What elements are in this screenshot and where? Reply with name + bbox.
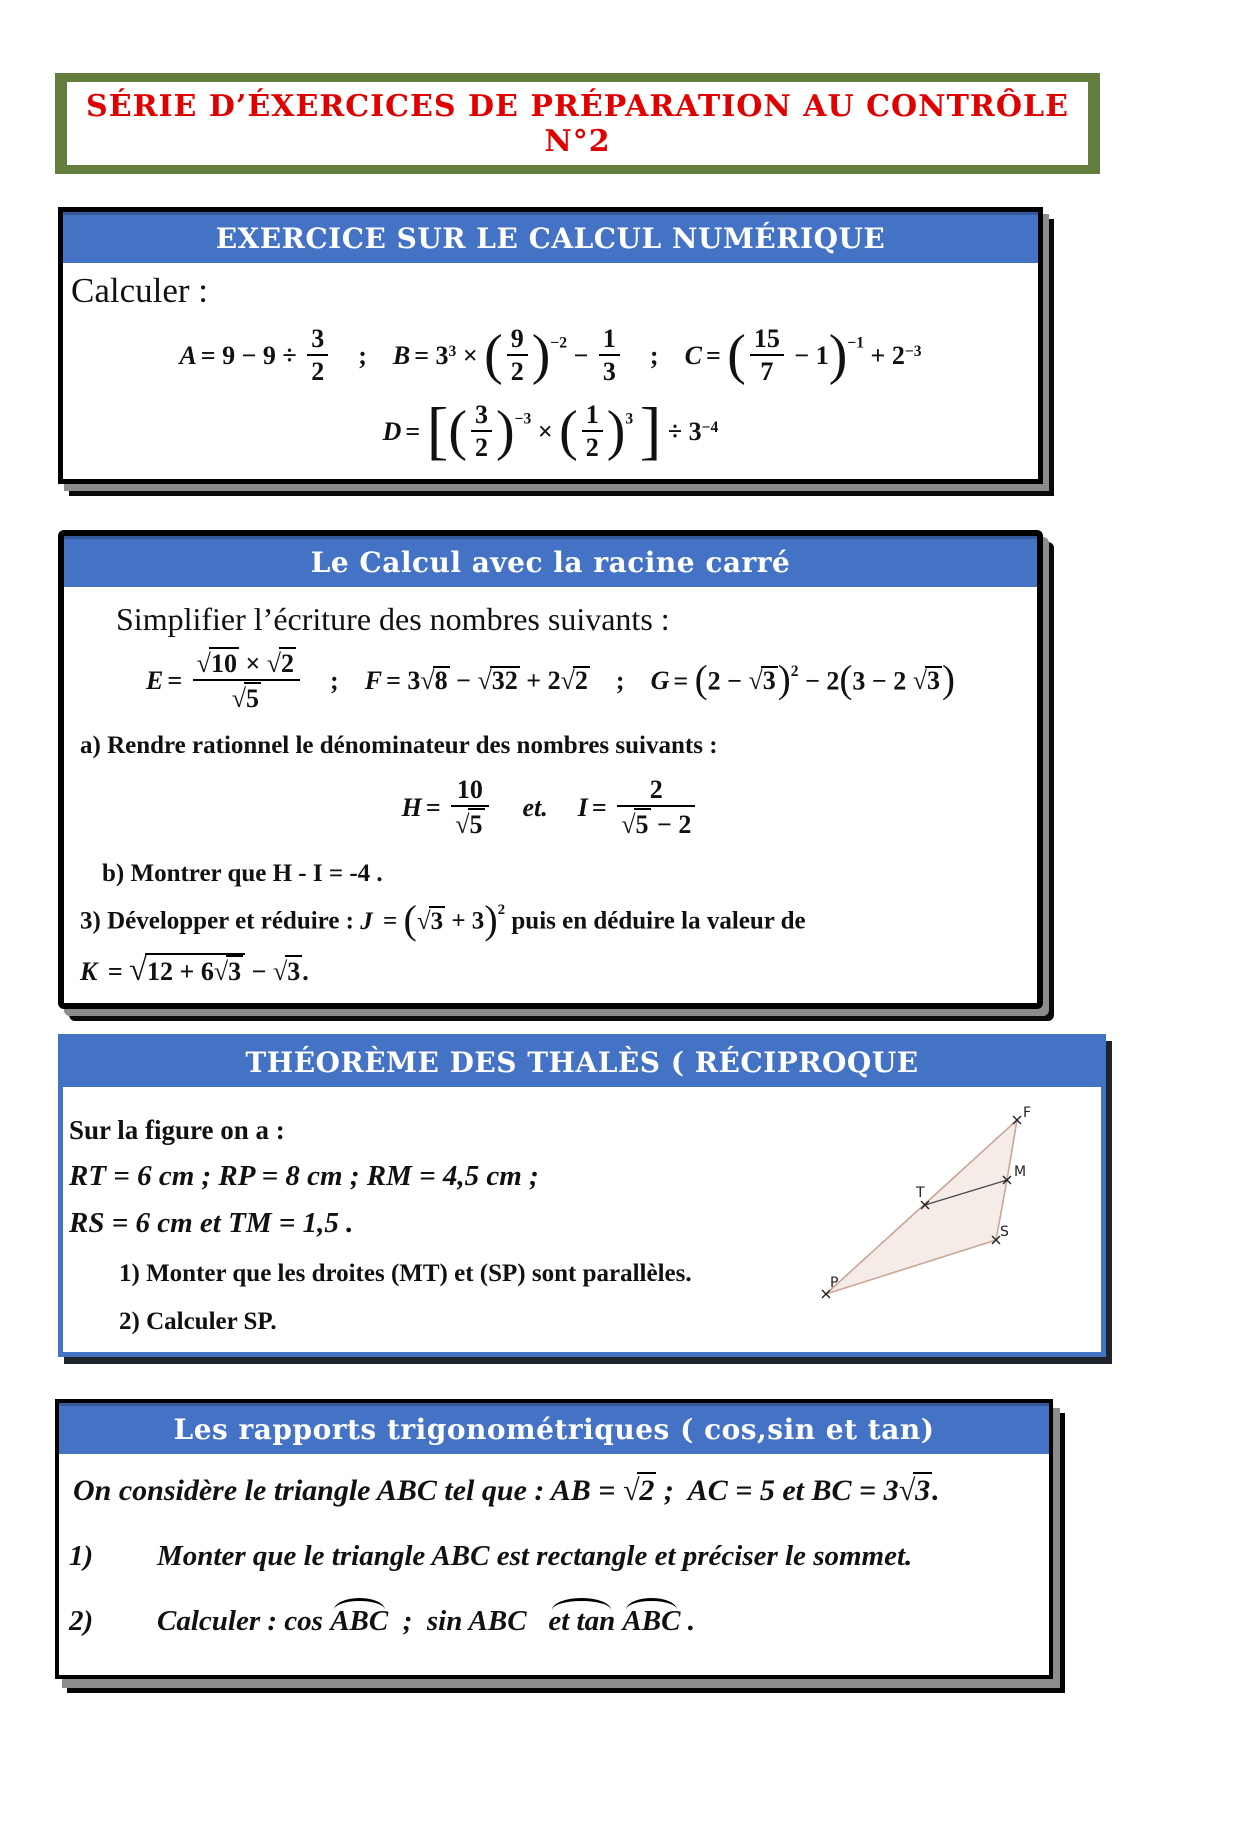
- fraction: $\frac{3}{2}$: [307, 324, 328, 386]
- page-title: SÉRIE D’ÉXERCICES DE PRÉPARATION AU CONTRÔLE N°2: [86, 89, 1069, 159]
- et-text: et.: [522, 793, 548, 823]
- formula-E: E = $\frac{√10 \times √2}{√5}$: [146, 650, 304, 716]
- separator: ;: [649, 341, 659, 371]
- point-label-P: P: [830, 1274, 839, 1291]
- section-header-thales: [63, 1039, 1101, 1087]
- section-body: [63, 1087, 1101, 1352]
- formula-B: $B = 3^3$ × ( $\frac{9}{2}$ )$^{-2}$ − $\frac{1}{3}$: [393, 327, 624, 389]
- formula-D: D = [( $\frac{3}{2}$ )$^{-3}$ × ( $\frac{1}{2}$ )$^3$ ] ÷ $3^{-4}$: [382, 395, 719, 468]
- item-text: Monter que le triangle ABC est rectangle et préciser le sommet.: [157, 1539, 913, 1572]
- trigo-question-2: [69, 1605, 1049, 1638]
- question-a: a) Rendre rationnel le dénominateur des nombres suivants :: [80, 732, 718, 760]
- thales-figure: [799, 1083, 1091, 1321]
- formula-I: I = $\frac{2}{√5 - 2}$: [578, 778, 700, 842]
- formula-row-efg: [64, 650, 1037, 716]
- question-3: 3) Développer et réduire : $J = (√3 + 3)^2$ puis en déduire la valeur de: [80, 896, 806, 942]
- separator: ;: [615, 666, 625, 696]
- intro-text: Calculer :: [71, 271, 209, 310]
- title-banner: [55, 73, 1100, 174]
- section-title: EXERCICE SUR LE CALCUL NUMÉRIQUE: [215, 222, 886, 255]
- formula-C: C = ( $\frac{15}{7}$ − $1)^{-1} + 2^{-3}$: [684, 324, 922, 387]
- formula-row-hi: [64, 775, 1037, 842]
- formula-H: H = $\frac{10}{√5}$: [402, 778, 493, 842]
- sqrt: √10: [196, 649, 237, 678]
- item-number: 2): [69, 1604, 94, 1637]
- point-label-S: S: [1000, 1223, 1009, 1240]
- section-body: [63, 263, 1038, 468]
- separator: ;: [358, 341, 367, 371]
- section-body: [64, 587, 1037, 1003]
- figure-polygon: [826, 1120, 1017, 1294]
- exercise-racine-carree: [58, 530, 1043, 1009]
- exercise-trigonometrie: [55, 1399, 1053, 1679]
- angle-hat-ABC: ABC: [622, 1604, 681, 1637]
- question-1: 1) Monter que les droites (MT) et (SP) sont parallèles.: [119, 1259, 692, 1287]
- section-header-racine: [64, 536, 1037, 587]
- sqrt: √2: [266, 649, 295, 678]
- question-b: b) Montrer que H - I = -4 .: [102, 860, 383, 888]
- section-body: [59, 1454, 1049, 1660]
- triangle-statement: On considère le triangle ABC tel que : AB = √2 ; AC = 5 et BC = 3√3.: [73, 1473, 940, 1507]
- formula-K: K = √12 + 6√3 − √3.: [80, 951, 309, 988]
- sqrt: √3: [898, 1473, 931, 1507]
- section-title: THÉORÈME DES THALÈS ( RÉCIPROQUE: [245, 1045, 919, 1079]
- point-label-T: T: [916, 1184, 925, 1201]
- formula-J: $J = (√3 + 3)^2$: [360, 896, 506, 942]
- item-number: 1): [69, 1539, 94, 1572]
- formula-row-abc: [63, 324, 1038, 389]
- hat-et-tan: et tan: [548, 1604, 616, 1637]
- point-label-F: F: [1023, 1104, 1032, 1121]
- angle-hat-ABC: ABC: [330, 1604, 389, 1637]
- figure-statement: Sur la figure on a :: [69, 1114, 285, 1145]
- given-lengths-2: RS = 6 cm et TM = 1,5 .: [69, 1206, 354, 1239]
- section-header-calcul-numerique: [63, 212, 1038, 263]
- title-banner-inner: [67, 82, 1088, 165]
- intro-text: Simplifier l’écriture des nombres suivants :: [116, 601, 670, 637]
- item-text: Calculer : cos ABC ; sin ABC et tan ABC .: [157, 1604, 695, 1637]
- section-title: Le Calcul avec la racine carré: [310, 546, 791, 579]
- trigo-question-1: [69, 1540, 1049, 1573]
- section-header-trigo: [59, 1403, 1049, 1454]
- formula-F: F = 3√8 − √32 + 2√2: [364, 666, 588, 696]
- section-title: Les rapports trigonométriques ( cos,sin et tan): [173, 1412, 935, 1446]
- formula-K-line: [64, 936, 1037, 1003]
- point-marker-P: [822, 1290, 830, 1298]
- sqrt: √5: [231, 684, 259, 714]
- separator: ;: [330, 666, 339, 696]
- point-label-M: M: [1014, 1163, 1027, 1180]
- formula-G: $G = (2 - √3)^2 - 2(3 - 2$ √3): [650, 658, 956, 702]
- exercise-calcul-numerique: [58, 207, 1043, 484]
- exercise-thales: [58, 1034, 1106, 1357]
- formula-row-d: [63, 395, 1038, 468]
- question-2: 2) Calculer SP.: [119, 1307, 277, 1335]
- sqrt: √2: [622, 1473, 655, 1507]
- given-lengths-1: RT = 6 cm ; RP = 8 cm ; RM = 4,5 cm ;: [69, 1159, 539, 1192]
- formula-A: A = 9 − 9 ÷ $\frac{3}{2}$: [179, 327, 332, 389]
